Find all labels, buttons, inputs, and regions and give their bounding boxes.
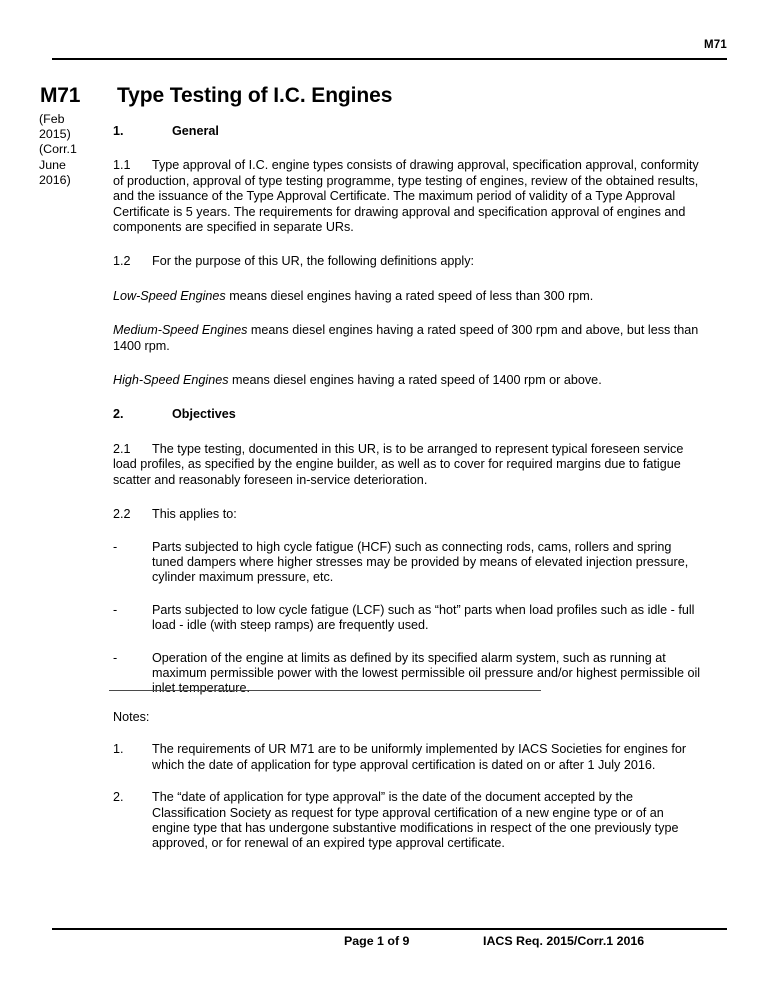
section-heading-general [113,124,705,139]
section-title-objectives: Objectives [172,407,236,422]
margin-date-line-3: (Corr.1 [39,142,77,157]
paragraph-text-1-1: Type approval of I.C. engine types consists of drawing approval, specification approval, conformity of production, approval of type testing programme, type testing of engines, review of the obtained results, and the issuance of the Type Approval Certificate. The maximum period of validity of a Type Approval Certificate is 5 years. The requirements for drawing approval and specification approval of engines and components are specified in separate URs. [113,158,699,235]
paragraph-text-1-2: For the purpose of this UR, the following definitions apply: [152,254,475,269]
definition-medium-speed [113,323,705,354]
paragraph-number-1-2: 1.2 [113,254,131,269]
page-title: Type Testing of I.C. Engines [117,84,393,107]
list-text-lcf: Parts subjected to low cycle fatigue (LCF) such as “hot” parts when load profiles such as idle - full load - idle (with steep ramps) are frequently used. [152,602,695,633]
list-marker-hyphen-3: - [113,650,118,665]
notes-label: Notes: [113,710,150,724]
section-heading-objectives [113,407,705,422]
definition-text-low-speed: means diesel engines having a rated speed of less than 300 rpm. [225,288,594,303]
notes-block [113,710,693,852]
definition-term-low-speed: Low-Speed Engines [113,288,226,303]
note-marker-1: 1. [113,742,124,757]
paragraph-2-1 [113,442,705,488]
margin-date-line-4: June [39,157,66,172]
list-marker-hyphen-1: - [113,539,118,554]
section-number-2: 2. [113,407,124,422]
margin-date-block [39,112,109,188]
definition-term-medium-speed: Medium-Speed Engines [113,323,248,338]
paragraph-1-1 [113,158,705,235]
note-marker-2: 2. [113,790,124,805]
list-marker-hyphen-2: - [113,602,118,617]
list-item [113,603,705,634]
page-header [52,38,727,60]
list-item [113,790,693,852]
footer-requirement-code: IACS Req. 2015/Corr.1 2016 [483,934,645,948]
paragraph-text-2-1: The type testing, documented in this UR, is to be arranged to represent typical foreseen service load profiles, as specified by the engine builder, as well as to cover for required margins due to fatigue scatter and reasonably foreseen in-service deterioration. [113,441,684,487]
definition-text-medium-speed: means diesel engines having a rated speed of 300 rpm and above, but less than 1400 rpm. [113,323,699,353]
header-divider [52,58,727,60]
definition-term-high-speed: High-Speed Engines [113,373,229,388]
definition-low-speed [113,289,705,304]
margin-date-line-1: (Feb [39,112,65,126]
document-code: M71 [40,84,81,107]
margin-date-line-2: 2015) [39,127,71,142]
paragraph-number-1-1: 1.1 [113,158,131,173]
definition-text-high-speed: means diesel engines having a rated speed of 1400 rpm or above. [228,373,602,388]
note-text-2: The “date of application for type approval” is the date of the document accepted by the Classification Society as request for type approval certification of a new engine type or of an engine type that has undergone substantive modifications in respect of the one previously type approved, or for renewal of an expired type approval certificate. [152,790,679,851]
section-title-general: General [172,124,219,138]
list-item [113,742,693,773]
note-text-1: The requirements of UR M71 are to be uniformly implemented by IACS Societies for engines for which the date of application for type approval certification is dated on or after 1 July 2016. [152,742,687,772]
definition-high-speed [113,373,705,388]
header-document-code: M71 [704,39,727,51]
section-number-1: 1. [113,124,124,138]
paragraph-number-2-1: 2.1 [113,441,131,456]
list-item [113,540,705,586]
margin-date-line-5: 2016) [39,172,71,187]
list-text-alarm-limits: Operation of the engine at limits as defined by its specified alarm system, such as running at maximum permissible power with the lowest permissible oil pressure and/or highest permissible oil inlet temperature. [152,650,701,696]
notes-divider [109,690,541,691]
paragraph-2-2 [113,507,705,522]
page-footer [52,932,727,952]
list-text-hcf: Parts subjected to high cycle fatigue (HCF) such as connecting rods, cams, rollers and spring tuned dampers where higher stresses may be provided by means of elevated injection pressure, cylinder maximum pressure, etc. [152,539,689,585]
paragraph-1-2 [113,254,705,269]
footer-page-number: Page 1 of 9 [344,934,410,948]
footer-divider [52,928,727,930]
paragraph-number-2-2: 2.2 [113,507,131,522]
paragraph-text-2-2: This applies to: [152,507,237,522]
document-body [113,124,705,697]
